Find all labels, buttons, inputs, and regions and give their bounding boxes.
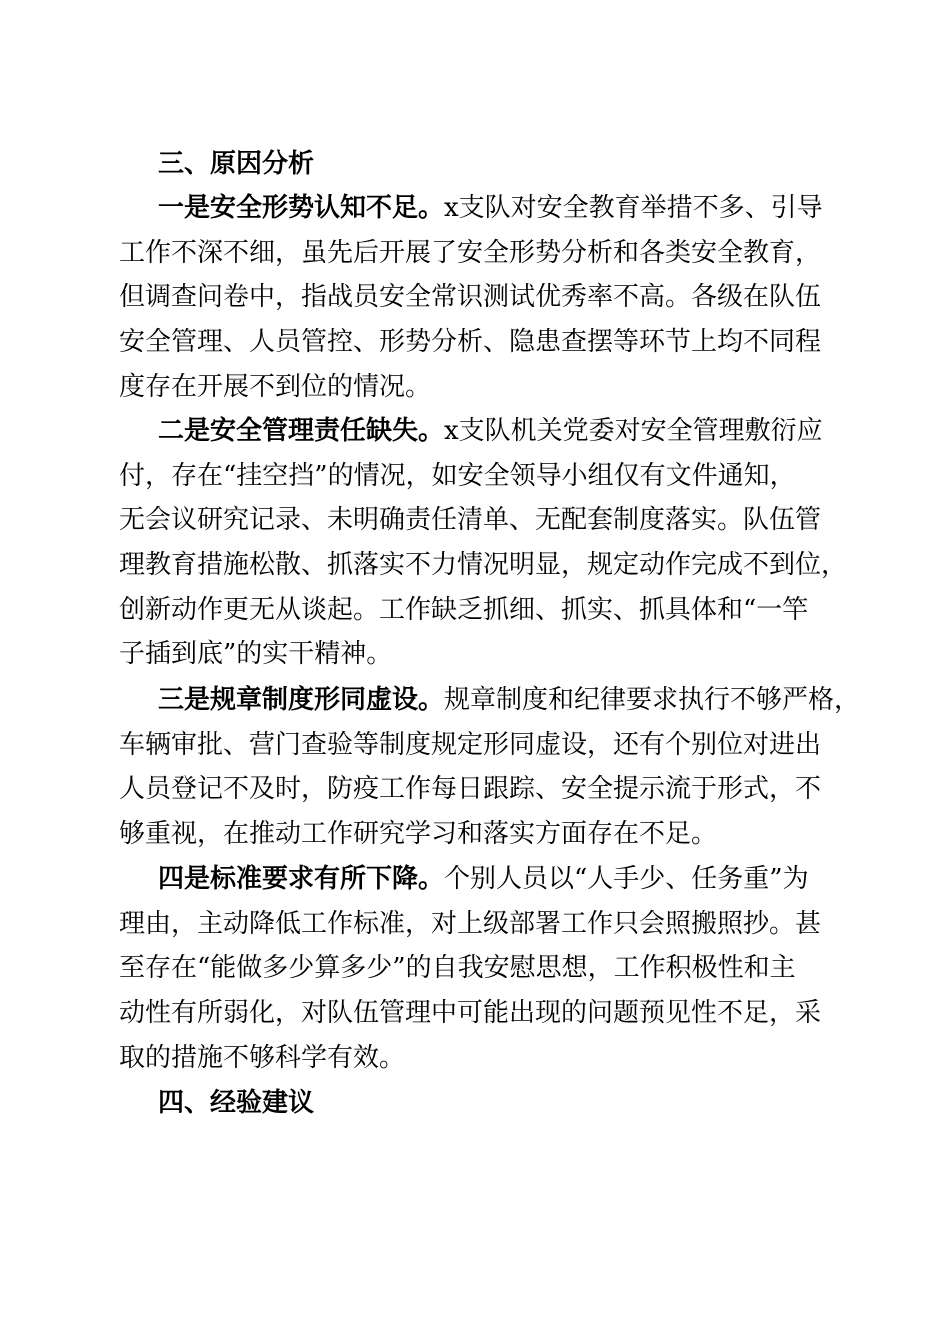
paragraph-line: 理由，主动降低工作标准，对上级部署工作只会照搬照抄。甚 [119,908,822,939]
paragraph-line [119,857,821,902]
paragraph-1 [119,186,823,409]
paragraph-text: 规章制度和纪律要求执行不够严格， [444,685,861,715]
paragraph-line: 取的措施不够科学有效。 [119,1042,406,1073]
paragraph-line: 车辆审批、营门查验等制度规定形同虚设，还有个别位对进出 [119,729,822,760]
section-heading-cause-analysis: 三、原因分析 [158,149,315,179]
paragraph-3 [119,678,860,857]
paragraph-line: 子插到底”的实干精神。 [119,639,393,670]
paragraph-lead: 二是安全管理责任缺失。 [158,416,445,446]
paragraph-line: 工作不深不细，虽先后开展了安全形势分析和各类安全教育， [119,237,822,268]
paragraph-line: 安全管理、人员管控、形势分析、隐患查摆等环节上均不同程 [119,327,822,358]
paragraph-lead: 三是规章制度形同虚设。 [158,685,445,715]
paragraph-line: 够重视，在推动工作研究学习和落实方面存在不足。 [119,819,718,850]
paragraph-line: 理教育措施松散、抓落实不力情况明显，规定动作完成不到位， [119,550,848,581]
paragraph-line [119,678,860,723]
paragraph-line: 但调查问卷中，指战员安全常识测试优秀率不高。各级在队伍 [119,282,822,313]
paragraph-text: x支队对安全教育举措不多、引导 [444,193,823,223]
paragraph-lead: 一是安全形势认知不足。 [158,193,445,223]
paragraph-text: 个别人员以“人手少、任务重”为 [444,864,809,894]
paragraph-line [119,186,823,231]
paragraph-line: 创新动作更无从谈起。工作缺乏抓细、抓实、抓具体和“一竿 [119,594,809,625]
paragraph-lead: 四是标准要求有所下降。 [158,864,445,894]
paragraph-line: 动性有所弱化，对队伍管理中可能出现的问题预见性不足，采 [119,998,822,1029]
section-heading-experience-suggestions: 四、经验建议 [158,1088,315,1118]
paragraph-line: 付，存在“挂空挡”的情况，如安全领导小组仅有文件通知， [119,460,796,491]
paragraph-2 [119,409,847,677]
paragraph-line: 至存在“能做多少算多少”的自我安慰思想，工作积极性和主 [119,953,796,984]
paragraph-line: 无会议研究记录、未明确责任清单、无配套制度落实。队伍管 [119,505,822,536]
paragraph-text: x支队机关党委对安全管理敷衍应 [444,416,823,446]
paragraph-4 [119,857,821,1080]
paragraph-line: 人员登记不及时，防疫工作每日跟踪、安全提示流于形式，不 [119,774,822,805]
paragraph-line [119,409,847,454]
paragraph-line: 度存在开展不到位的情况。 [119,371,432,402]
